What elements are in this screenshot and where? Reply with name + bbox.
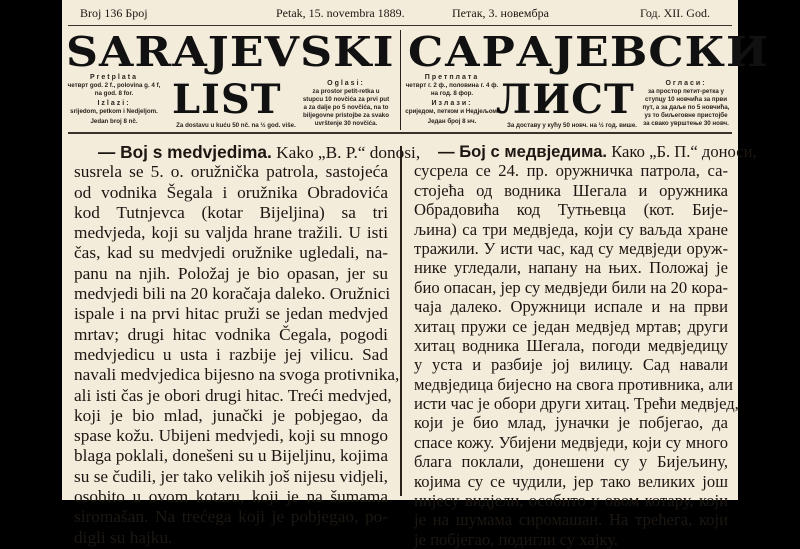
ads-info-cyrillic: Огласи: за простор петит-ретка у ступцу 10 новчића за први пут, а за даље по 5 новчића, уз то биљеговне пристојбе за свако уврштење 30 новч. [642,80,730,127]
newspaper-page [62,0,769,549]
article-latin: — Boj s medvjedima. Kako „B. P.“ donosi, susrela se 5. o. oružnička patrola, sastojeća od vodnika Šegala i oružnika Obradovića kod Tutnjevca (kotar Bijeljina) sa tri medvjeda, koji su valjda hrane tražili. U isti čas, kad su medvjedi oružnike ugledali, na- panu na njih. Položaj je bio opasan, jer su medvjedi bili na 20 koračaja daleko. Oružnici ispale i na prvi hitac pruži se jedan medvjed mrtav; drugi hitac vodnika Čegala, pogodi medvjedicu u usta i razbije jej vilicu. Sad navali medvjedica bijesno na svoga protivnika, ali isti čas je obori drugi hitac. Treći medvjed, koji je bio mlad, junački je pobjegao, da spase kožu. Ubijeni medvjedi, koji su mnogo blaga poklali, donešeni su u Bijeljinu, kojima su se čudili, jer tako velikih još nijesu vidjeli, osobito u ovom kotaru, koji je na šumama siromašan. Na trećega koji je pobjegao, po- digli su hajku. [74,142,421,547]
masthead-cyrillic: САРАЈЕВСКИ [408,28,769,76]
subscription-info-latin: Pretplata четврт god. 2 f., polovina g. 4 f, na god. 8 for. Izlazi: srijedom, petkom i Nedjeljom. Jedan broj 8 nč. [67,74,161,125]
masthead-divider [400,30,401,130]
masthead-latin: SARAJEVSKI [66,28,395,76]
dateline [62,0,738,24]
ads-info-latin: Oglasi: za prostor petit-retka u stupcu 10 novčića za prvi put a za dalje po 5 novčića, na to biljegovne pristojbe za svako uvrštenje 30 novčića. [302,80,390,127]
issue-number: Broj 136 Број [80,6,148,20]
column-divider [400,146,402,496]
article-cyrillic: — Бој с медвједима. Како „Б. П.“ доноси, сусрела се 24. пр. оружничка патрола, са- стојећа од водника Шегала и оружника Обрадовића код Тутњевца (кот. Бије- љина) са три медвједа, који су ваљда хране тражили. У исти час, кад су медвједи оруж- нике угледали, напану на њих. Положај је био опасан, јер су медвједи били на 20 кора- чаја далеко. Оружници испале и на први хитац пружи се један медвјед мртав; други хитац водника Шегала, погоди медвједицу у уста и разбије јој вилицу. Сад навали медвједица бијесно на свога противника, али исти час је обори други хитац. Трећи медвјед, који је био млад, јуначки је побјегао, да спасе кожу. Убијени медвједи, који су много блага поклали, донешени су у Бијељину, којима су се чудили, јер тако великих још нијесу видјели, особито у овом котару, који је на шумама сиромашан. На трећега, који је побјегао, подигли су хајку. [414,142,757,549]
date-latin: Petak, 15. novembra 1889. [276,6,405,20]
delivery-info-latin: Za dostavu u kuću 50 nč. na ½ god. više. [176,122,296,129]
subscription-info-cyrillic: Претплата четврт г. 2 ф., половина г. 4 ф. на год. 8 фор. Излази: сриједом, петком и Недјељом. Један број 8 нч. [405,74,499,125]
masthead-latin-list: LIST [172,76,282,123]
article-headline-cyrillic: — Бој с медвједима. [438,142,608,161]
year-volume: Год. XII. God. [640,6,710,20]
delivery-info-cyrillic: За доставу у кућу 50 новч. на ½ год. више. [507,122,637,129]
article-headline-latin: — Boj s medvjedima. [98,142,272,162]
date-cyrillic: Петак, 3. новембра [452,6,549,20]
top-rule [68,25,732,26]
masthead-cyrillic-list: ЛИСТ [496,76,635,123]
masthead-bottom-rule [68,132,732,134]
